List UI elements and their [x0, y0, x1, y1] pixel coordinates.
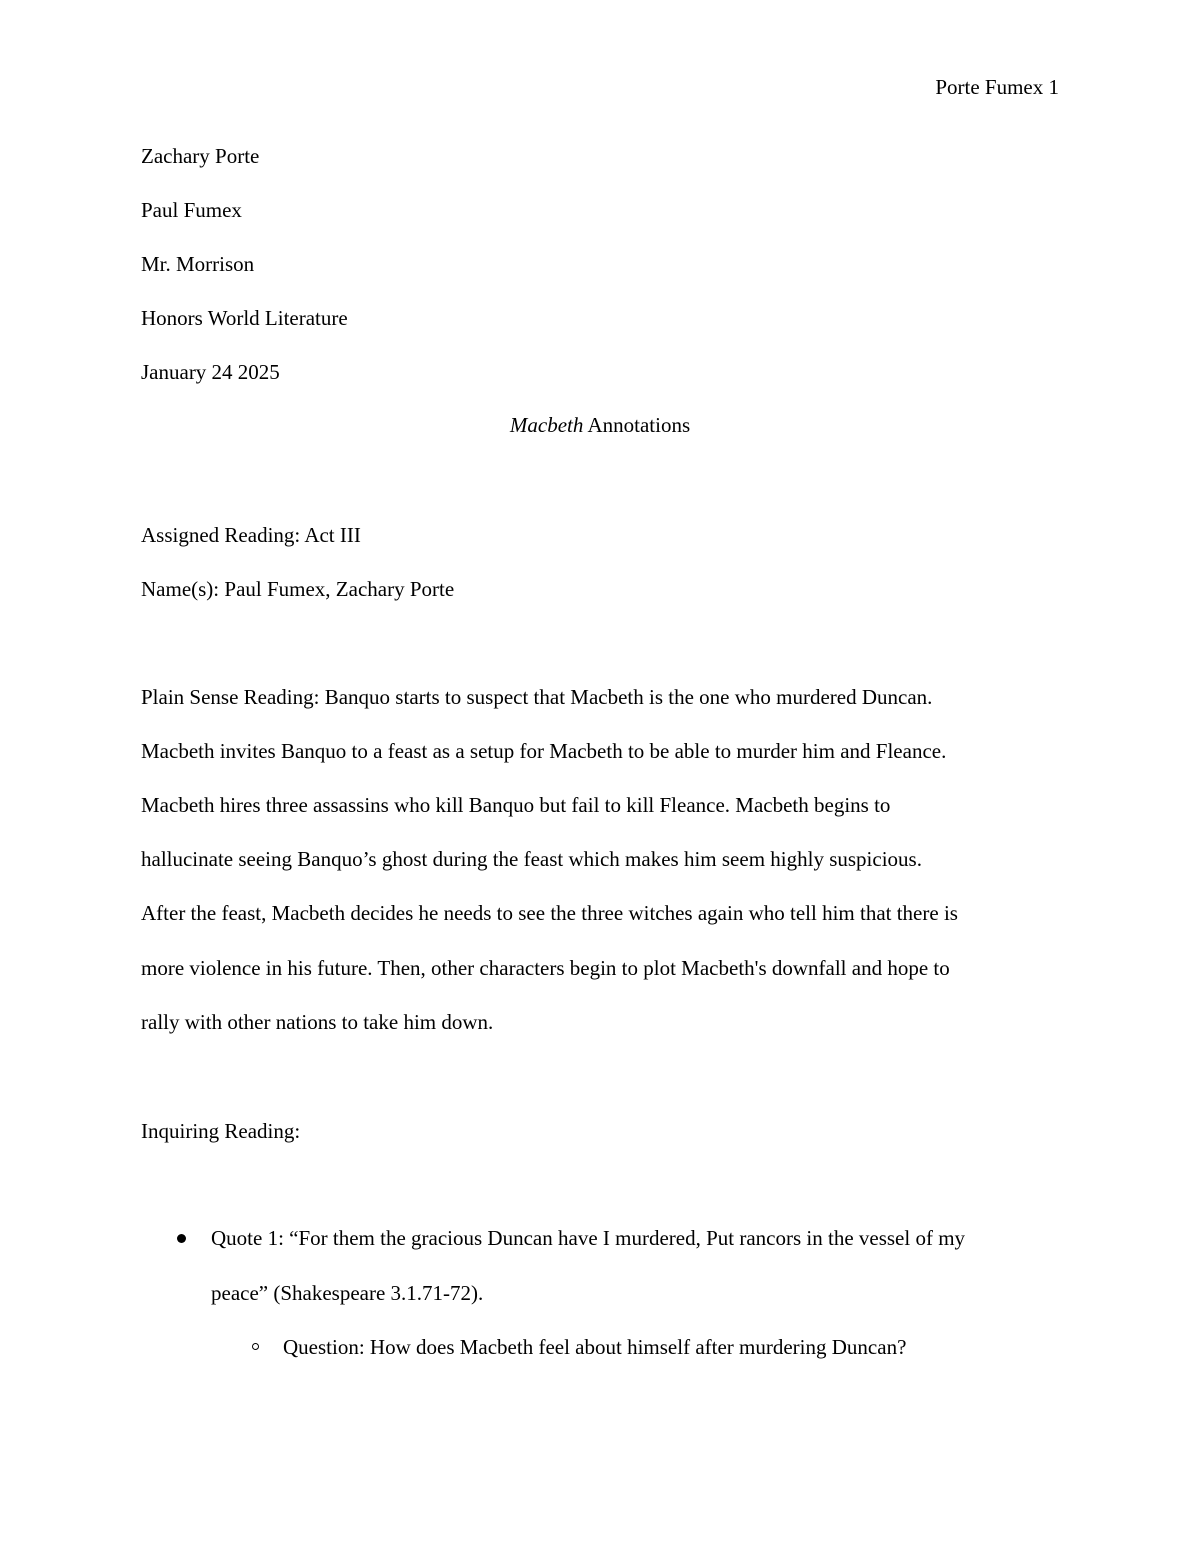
inquiring-heading: Inquiring Reading:: [141, 1119, 301, 1143]
paragraph-line: After the feast, Macbeth decides he needs to see the three witches again who tell him that there is: [141, 901, 958, 925]
student-name-1: Zachary Porte: [141, 144, 260, 168]
assigned-reading: Assigned Reading: Act III: [141, 523, 361, 547]
paragraph-line: Macbeth invites Banquo to a feast as a setup for Macbeth to be able to murder him and Fleance.: [141, 739, 947, 763]
names-line: Name(s): Paul Fumex, Zachary Porte: [141, 577, 455, 601]
document-title: [0, 411, 1200, 439]
teacher-name: Mr. Morrison: [141, 252, 255, 276]
paragraph-line: hallucinate seeing Banquo’s ghost during the feast which makes him seem highly suspicious.: [141, 847, 922, 871]
paragraph-line: Plain Sense Reading: Banquo starts to suspect that Macbeth is the one who murdered Duncan.: [141, 685, 933, 709]
paragraph-line: rally with other nations to take him down.: [141, 1010, 494, 1034]
date: January 24 2025: [141, 360, 280, 384]
title-rest: Annotations: [583, 413, 691, 437]
quote-text-line-1: Quote 1: “For them the gracious Duncan have I murdered, Put rancors in the vessel of my: [211, 1226, 966, 1250]
title-italic: Macbeth: [509, 413, 584, 437]
student-name-2: Paul Fumex: [141, 198, 242, 222]
paragraph-line: more violence in his future. Then, other characters begin to plot Macbeth's downfall and hope to: [141, 956, 950, 980]
course-name: Honors World Literature: [141, 306, 348, 330]
running-head: Porte Fumex 1: [935, 75, 1059, 99]
hollow-bullet-icon: [252, 1343, 259, 1350]
filled-bullet-icon: [177, 1234, 186, 1243]
quote-text-line-2: peace” (Shakespeare 3.1.71-72).: [211, 1281, 484, 1305]
question-text: Question: How does Macbeth feel about himself after murdering Duncan?: [283, 1335, 907, 1359]
paragraph-line: Macbeth hires three assassins who kill Banquo but fail to kill Fleance. Macbeth begins to: [141, 793, 891, 817]
